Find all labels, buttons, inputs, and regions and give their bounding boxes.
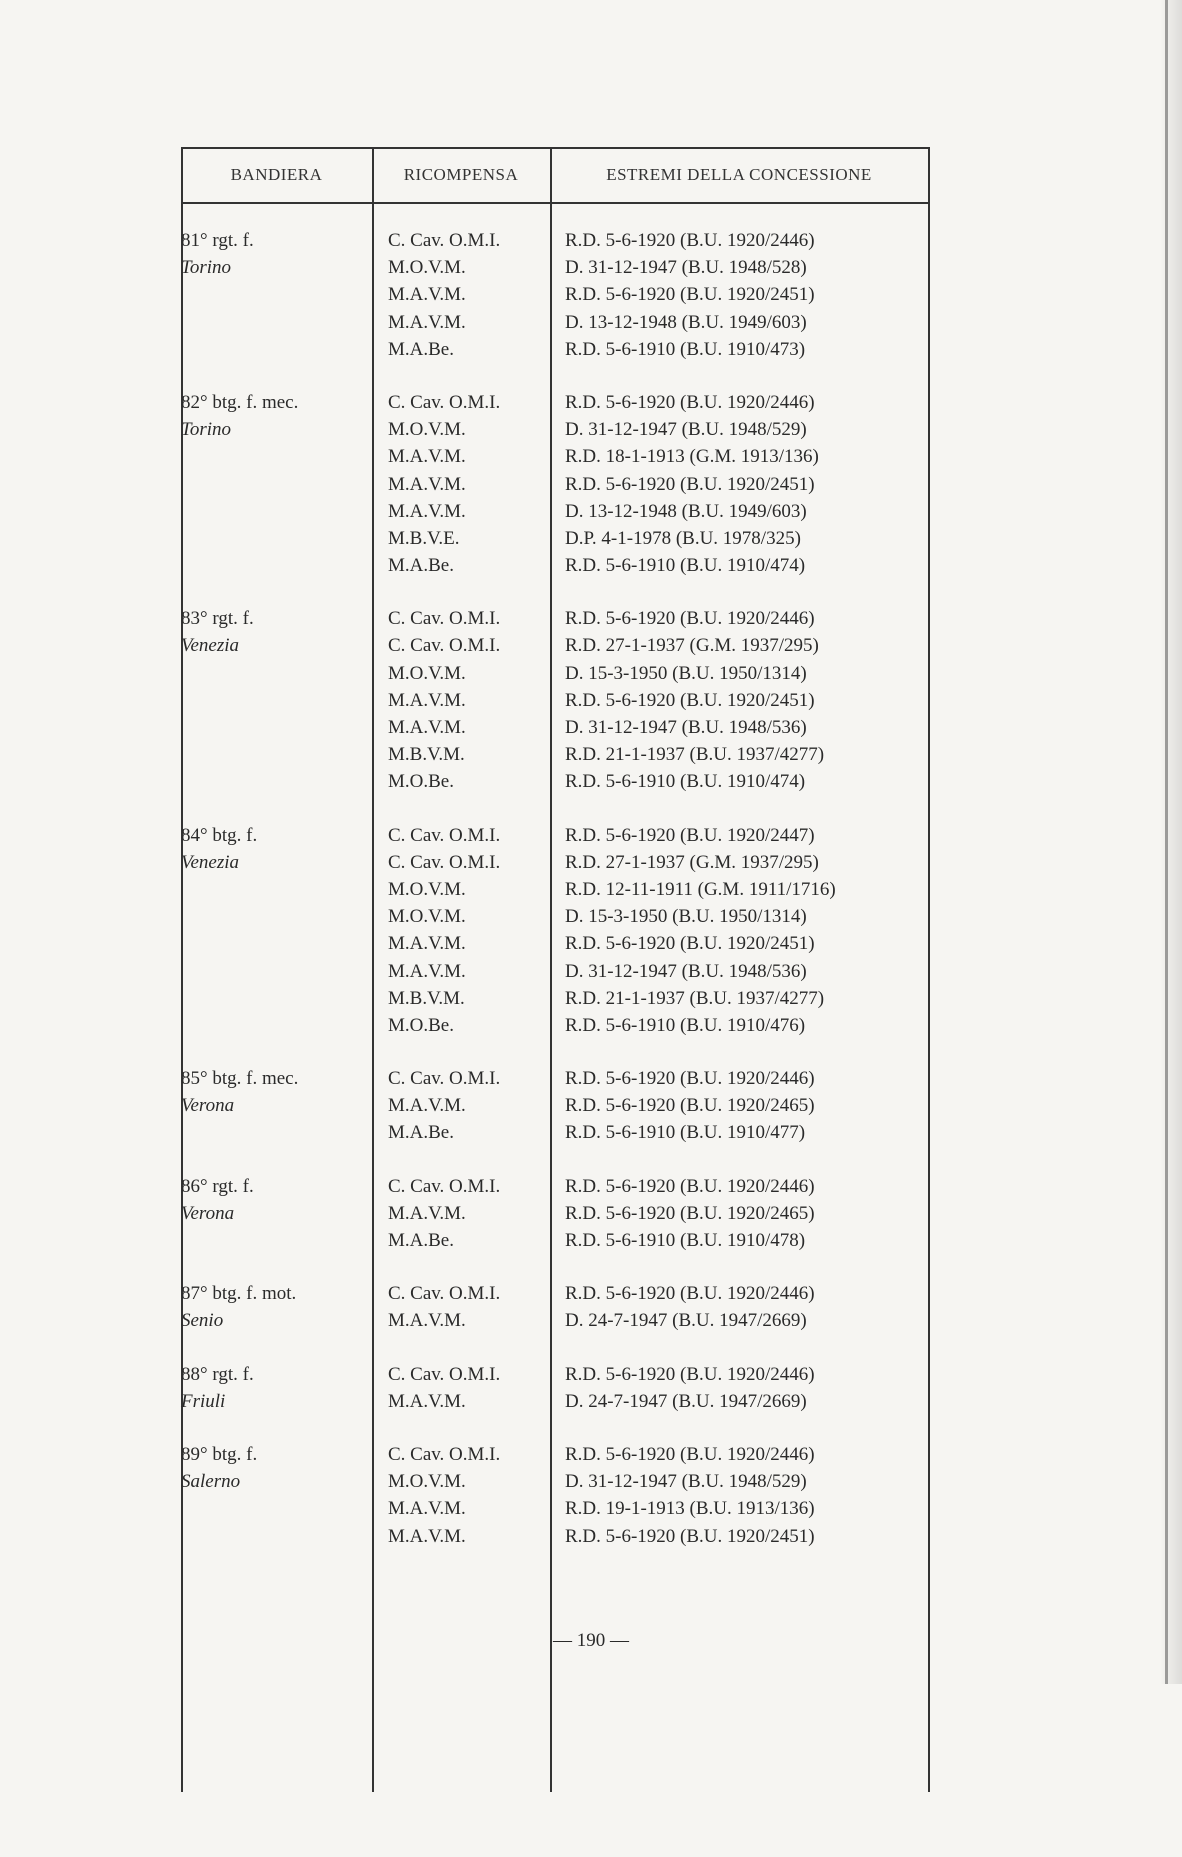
ricompensa-text: M.A.V.M. [388, 717, 466, 738]
table-row-group [181, 1065, 930, 1147]
unit-name: 88° rgt. f. [181, 1363, 254, 1385]
estremi-text: R.D. 21-1-1937 (B.U. 1937/4277) [565, 987, 825, 1009]
ricompensa-cell [388, 1065, 558, 1147]
unit-sede: Friuli [181, 1390, 226, 1412]
ricompensa-text: M.A.V.M. [388, 689, 466, 711]
unit-sede: Verona [181, 1095, 235, 1117]
ricompensa-text: M.O.V.M. [388, 419, 466, 441]
ricompensa-text: M.B.V.M. [388, 987, 465, 1009]
estremi-cell [565, 1280, 935, 1334]
estremi-text: D. 31-12-1947 (B.U. 1948/528) [565, 257, 807, 279]
ricompensa-text: M.O.Be. [388, 1014, 454, 1036]
estremi-text: R.D. 5-6-1920 (B.U. 1920/2451) [565, 473, 815, 495]
ricompensa-text: C. Cav. O.M.I. [388, 391, 501, 413]
bandiera-cell [181, 1065, 361, 1119]
ricompensa-text: M.A.V.M. [388, 1498, 466, 1520]
bandiera-cell [181, 605, 361, 659]
ricompensa-cell [388, 1173, 558, 1255]
estremi-text: R.D. 12-11-1911 (G.M. 1911/1716) [565, 878, 836, 900]
unit-name: 87° btg. f. mot. [181, 1283, 297, 1305]
estremi-text: D. 31-12-1947 (B.U. 1948/529) [565, 419, 807, 441]
estremi-cell [565, 1441, 935, 1550]
estremi-text: R.D. 27-1-1937 (G.M. 1937/295) [565, 851, 819, 873]
bandiera-cell [181, 389, 361, 443]
ricompensa-text: M.A.V.M. [388, 933, 466, 955]
estremi-text: R.D. 5-6-1920 (B.U. 1920/2446) [565, 230, 815, 251]
ricompensa-text: M.O.V.M. [388, 257, 466, 279]
ricompensa-cell [388, 1441, 558, 1550]
estremi-cell [565, 1361, 935, 1415]
unit-sede: Verona [181, 1202, 235, 1224]
ricompensa-text: M.A.V.M. [388, 500, 466, 522]
estremi-text: R.D. 5-6-1920 (B.U. 1920/2446) [565, 1283, 815, 1305]
table-top-rule [181, 147, 930, 149]
ricompensa-cell [388, 822, 558, 1040]
ricompensa-text: M.O.V.M. [388, 906, 466, 928]
unit-sede: Salerno [181, 1471, 241, 1493]
ricompensa-cell [388, 1280, 558, 1334]
ricompensa-text: M.A.V.M. [388, 1202, 466, 1224]
ricompensa-text: M.A.V.M. [388, 473, 466, 495]
ricompensa-text: M.O.Be. [388, 771, 454, 793]
ricompensa-cell [388, 605, 558, 795]
estremi-text: D. 24-7-1947 (B.U. 1947/2669) [565, 1390, 807, 1412]
ricompensa-text: M.A.V.M. [388, 1390, 466, 1412]
table-body [181, 227, 930, 1576]
estremi-text: R.D. 5-6-1910 (B.U. 1910/474) [565, 555, 806, 577]
estremi-cell [565, 605, 935, 795]
ricompensa-text: M.A.V.M. [388, 284, 466, 306]
table-row-group [181, 605, 930, 795]
page-edge-line [1165, 0, 1168, 1684]
estremi-text: R.D. 5-6-1910 (B.U. 1910/477) [565, 1122, 806, 1144]
estremi-text: R.D. 5-6-1920 (B.U. 1920/2451) [565, 284, 815, 306]
estremi-text: D. 31-12-1947 (B.U. 1948/536) [565, 960, 807, 982]
unit-name: 84° btg. f. [181, 824, 258, 846]
unit-name: 81° rgt. f. [181, 230, 254, 251]
estremi-text: R.D. 5-6-1920 (B.U. 1920/2447) [565, 824, 815, 846]
ricompensa-text: C. Cav. O.M.I. [388, 1283, 501, 1305]
estremi-text: R.D. 18-1-1913 (G.M. 1913/136) [565, 446, 819, 468]
ricompensa-text: M.O.V.M. [388, 878, 466, 900]
ricompensa-text: C. Cav. O.M.I. [388, 1363, 501, 1385]
unit-name: 85° btg. f. mec. [181, 1068, 299, 1090]
unit-name: 89° btg. f. [181, 1443, 258, 1465]
ricompensa-text: M.A.Be. [388, 338, 454, 360]
unit-sede: Venezia [181, 851, 240, 873]
header-ricompensa: RICOMPENSA [403, 165, 519, 184]
bandiera-cell [181, 227, 361, 281]
ricompensa-text: C. Cav. O.M.I. [388, 851, 501, 873]
estremi-text: D. 24-7-1947 (B.U. 1947/2669) [565, 1310, 807, 1332]
estremi-text: R.D. 5-6-1920 (B.U. 1920/2446) [565, 1175, 815, 1197]
estremi-text: R.D. 5-6-1910 (B.U. 1910/474) [565, 771, 806, 793]
estremi-text: R.D. 5-6-1920 (B.U. 1920/2446) [565, 1443, 815, 1465]
ricompensa-text: C. Cav. O.M.I. [388, 230, 501, 251]
ricompensa-cell [388, 227, 558, 363]
estremi-text: D. 31-12-1947 (B.U. 1948/529) [565, 1471, 807, 1493]
estremi-text: D. 31-12-1947 (B.U. 1948/536) [565, 717, 807, 738]
estremi-cell [565, 389, 935, 579]
bandiera-cell [181, 1173, 361, 1227]
estremi-text: R.D. 5-6-1920 (B.U. 1920/2446) [565, 1068, 815, 1090]
estremi-text: D.P. 4-1-1978 (B.U. 1978/325) [565, 527, 801, 549]
table-row-group [181, 389, 930, 579]
estremi-text: D. 15-3-1950 (B.U. 1950/1314) [565, 662, 807, 684]
ricompensa-text: M.A.Be. [388, 1122, 454, 1144]
estremi-text: D. 15-3-1950 (B.U. 1950/1314) [565, 906, 807, 928]
unit-sede: Venezia [181, 635, 240, 657]
table-row-group [181, 1280, 930, 1334]
estremi-text: R.D. 5-6-1910 (B.U. 1910/473) [565, 338, 806, 360]
ricompensa-text: C. Cav. O.M.I. [388, 824, 501, 846]
ricompensa-text: M.A.Be. [388, 555, 454, 577]
estremi-cell [565, 1065, 935, 1147]
bandiera-cell [181, 822, 361, 876]
unit-name: 83° rgt. f. [181, 608, 254, 630]
unit-name: 86° rgt. f. [181, 1175, 254, 1197]
ricompensa-text: C. Cav. O.M.I. [388, 608, 501, 630]
ricompensa-text: C. Cav. O.M.I. [388, 635, 501, 657]
estremi-text: R.D. 5-6-1910 (B.U. 1910/476) [565, 1014, 806, 1036]
ricompensa-text: C. Cav. O.M.I. [388, 1443, 501, 1465]
unit-name: 82° btg. f. mec. [181, 391, 299, 413]
ricompensa-cell [388, 389, 558, 579]
estremi-text: R.D. 5-6-1920 (B.U. 1920/2451) [565, 933, 815, 955]
estremi-text: R.D. 5-6-1920 (B.U. 1920/2446) [565, 1363, 815, 1385]
ricompensa-text: M.B.V.M. [388, 744, 465, 766]
estremi-text: R.D. 27-1-1937 (G.M. 1937/295) [565, 635, 819, 657]
estremi-text: R.D. 5-6-1920 (B.U. 1920/2451) [565, 1525, 815, 1547]
unit-sede: Torino [181, 257, 231, 279]
unit-sede: Torino [181, 419, 231, 441]
table-row-group [181, 1173, 930, 1255]
estremi-text: D. 13-12-1948 (B.U. 1949/603) [565, 500, 807, 522]
unit-sede: Senio [181, 1310, 224, 1332]
ricompensa-text: M.A.V.M. [388, 446, 466, 468]
ricompensa-text: C. Cav. O.M.I. [388, 1175, 501, 1197]
ricompensa-text: M.A.Be. [388, 1230, 454, 1251]
estremi-cell [565, 227, 935, 363]
bandiera-cell [181, 1441, 361, 1495]
ricompensa-cell [388, 1361, 558, 1415]
table-row-group [181, 1361, 930, 1415]
estremi-text: R.D. 21-1-1937 (B.U. 1937/4277) [565, 744, 825, 766]
bandiera-cell [181, 1280, 361, 1334]
honours-table [181, 147, 930, 1857]
ricompensa-text: M.O.V.M. [388, 1471, 466, 1493]
estremi-text: R.D. 5-6-1920 (B.U. 1920/2446) [565, 391, 815, 413]
estremi-text: R.D. 5-6-1920 (B.U. 1920/2451) [565, 689, 815, 711]
estremi-text: R.D. 19-1-1913 (B.U. 1913/136) [565, 1498, 815, 1520]
ricompensa-text: M.A.V.M. [388, 1525, 466, 1547]
ricompensa-text: M.A.V.M. [388, 1310, 466, 1332]
estremi-text: R.D. 5-6-1920 (B.U. 1920/2465) [565, 1202, 815, 1224]
ricompensa-text: C. Cav. O.M.I. [388, 1068, 501, 1090]
table-row-group [181, 1441, 930, 1550]
header-bottom-rule [181, 202, 930, 204]
ricompensa-text: M.A.V.M. [388, 311, 466, 333]
estremi-cell [565, 822, 935, 1040]
header-bandiera: BANDIERA [230, 165, 323, 184]
page-number: — 190 — [553, 1630, 629, 1651]
estremi-text: R.D. 5-6-1910 (B.U. 1910/478) [565, 1230, 806, 1251]
table-row-group [181, 822, 930, 1040]
ricompensa-text: M.A.V.M. [388, 1095, 466, 1117]
estremi-cell [565, 1173, 935, 1255]
ricompensa-text: M.B.V.E. [388, 527, 460, 549]
ricompensa-text: M.A.V.M. [388, 960, 466, 982]
page-edge-shadow [1160, 0, 1182, 1684]
ricompensa-text: M.O.V.M. [388, 662, 466, 684]
table-row-group [181, 227, 930, 363]
bandiera-cell [181, 1361, 361, 1415]
estremi-text: R.D. 5-6-1920 (B.U. 1920/2465) [565, 1095, 815, 1117]
estremi-text: R.D. 5-6-1920 (B.U. 1920/2446) [565, 608, 815, 630]
estremi-text: D. 13-12-1948 (B.U. 1949/603) [565, 311, 807, 333]
header-estremi: ESTREMI DELLA CONCESSIONE [606, 165, 872, 184]
